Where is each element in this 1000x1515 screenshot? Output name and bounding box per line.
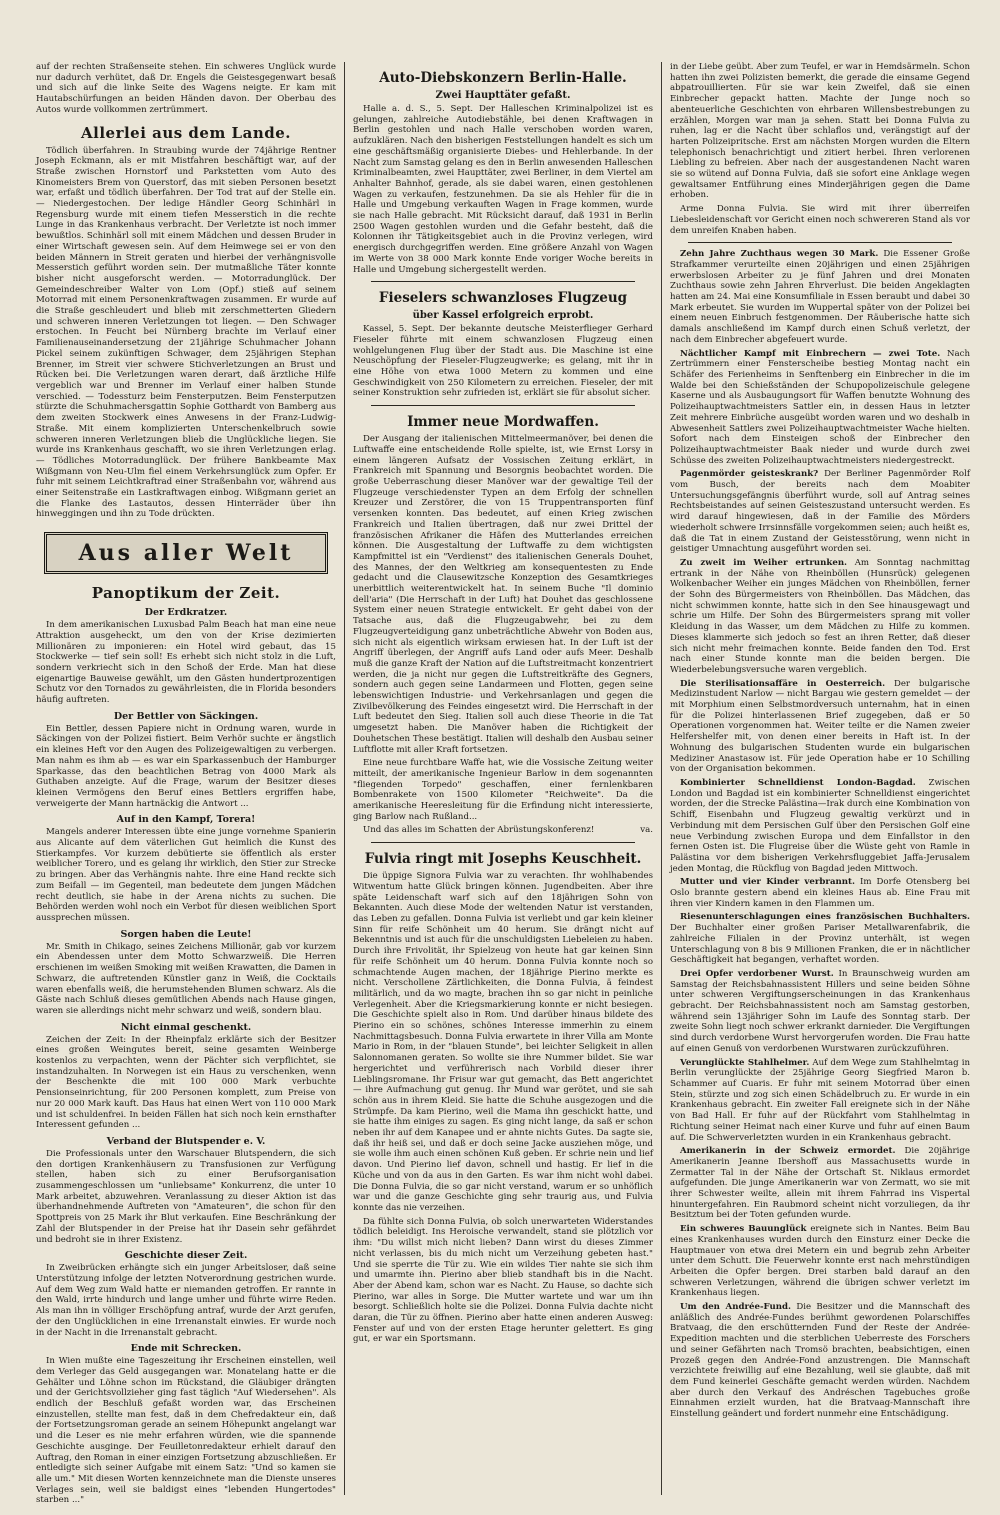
news-item-body: Der bulgarische Medizinstudent Narlow — nicht Bargau wie gestern gemeldet — der mit Morphium einen Selbstmordversuch unternahm, hat in einen für die Polizei hinterlassenen Brief zugegeben, daß er 50 Operationen vorgenommen hat. Weiter teilte er die Namen zweier Helfershelfer mit, von denen einer bereits in Haft ist. In der Wohnung des bulgarischen Studenten wurde ein bulgarischen Mediziner Anastasow ist. Für jede Operation habe er 10 Schilling von der Organisation bekommen. bbox=[670, 678, 970, 775]
subheading-erdkratzer: Der Erdkratzer. bbox=[144, 607, 228, 619]
news-item-title: Um den Andrée-Fund. bbox=[680, 1302, 791, 1313]
news-item bbox=[670, 778, 970, 874]
news-item-title: Ein schweres Bauunglück bbox=[680, 1224, 807, 1235]
news-item-title: Die Sterilisationsaffäre in Oesterreich. bbox=[680, 678, 886, 689]
news-item-title: Amerikanerin in der Schweiz ermordet. bbox=[680, 1146, 896, 1157]
news-item bbox=[670, 469, 970, 555]
text-erdkratzer: In dem amerikanischen Luxusbad Palm Beach hat man eine neue Attraktion ausgeheckt, um den von der Krise dezimierten Millionären zu imponieren: ein Hotel wird gebaut, das 15 Stockwerke — tief sein soll! Es erhebt sich nicht stolz in die Luft, sondern verkriecht sich in den Schoß der Erde. Man hat diese eigenartige Bauweise gewählt, um den Gästen hundertprozentigen Schutz vor den Tornados zu gewährleisten, die in Florida besonders häufig auftreten. bbox=[36, 620, 336, 706]
news-item bbox=[670, 877, 970, 909]
fulvia-conclusion: Arme Donna Fulvia. Sie wird mit ihrer überreifen Liebesleidenschaft vor Gericht einen noch schwereren Stand als vor dem unreifen Knaben haben. bbox=[670, 204, 970, 236]
news-item-body: Die Essener Große Strafkammer verurteilte einen 20jährigen und einen 25jährigen erwerbslosen Arbeiter zu je fünf Jahren und drei Monaten Zuchthaus sowie zehn Jahren Ehrverlust. Die beiden Angeklagten hatten am 24. Mai eine Konsumfiliale in Essen beraubt und dabei 30 Mark erbeutet. Sie wurden im Wuppertal später von der Polizei bei einem neuen Einbruch festgenommen. Der Räuberische hatte sich damals anschließend im Kampf durch einen Schuß verletzt, der nach dem Einbrecher abgefeuert wurde. bbox=[670, 249, 970, 345]
subheading-fieseler: über Kassel erfolgreich erprobt. bbox=[412, 310, 594, 322]
news-item-body: Der Berliner Pagenmörder Rolf vom Busch, der bereits nach dem Moabiter Untersuchungsgefängnis überführt wurde, soll auf Antrag seines Rechtsbeistandes auf seinen Geisteszustand untersucht werden. Es wird darauf hingewiesen, daß in der Familie des Mörders wiederholt schwere Irrsinnsfälle vorgekommen seien; auch heißt es, daß die Tat in einem Zustand der Geistesstörung, wenn nicht in geistiger Umnachtung ausgeführt worden sei. bbox=[670, 469, 971, 555]
news-item-body: Am Sonntag nachmittag ertrank in der Nähe von Rheinböllen (Hunsrück) gelegenen Wolkenbacher Weiher ein junges Mädchen von Rheinböllen, ferner der Sohn des Bürgermeisters von Rheinböllen. Das Mädchen, das nicht schwimmen konnte, hatte sich in den See hinausgewagt und schrie um Hilfe. Der Sohn des Bürgermeisters sprang mit voller Kleidung in das Wasser, um dem Mädchen zu Hilfe zu kommen. Dieses klammerte sich jedoch so fest an ihren Retter, daß dieser sich nicht mehr freimachen konnte. Beide fanden den Tod. Erst nach einer Stunde konnte man die beiden bergen. Die Wiederbelebungsversuche waren vergeblich. bbox=[670, 557, 971, 675]
text-fulvia-2: Da fühlte sich Donna Fulvia, ob solch unerwarteten Widerstandes tödlich beleidigt. Ins Heroische verwandelt, stand sie plötzlich vor ihm: "Du willst mich nicht lieben? Dann wirst du dieses Zimmer nicht verlassen, bis du mich nicht um Verzeihung gebeten hast." Und sie sperrte die Tür zu. Wie ein wildes Tier nahte sie sich ihm und umarmte ihn. Pierino aber blieb standhaft bis in die Nacht. Aber der Abend kam, schon war es Nacht. Zu Hause, so dachte sich Pierino, war alles in Sorge. Die Mutter wartete und war um ihn besorgt. Schließlich holte sie die Polizei. Donna Fulvia dachte nicht daran, die Tür zu öffnen. Pierino aber hatte einen anderen Ausweg: Fenster auf und von der ersten Etage herunter gelettert. Es ging gut, er war ein Sportsmann. bbox=[353, 1216, 653, 1345]
news-item-title: Riesenunterschlagungen eines französischen Buchhalters. bbox=[680, 912, 970, 923]
subheading-geschenkt: Nicht einmal geschenkt. bbox=[120, 1021, 252, 1033]
subheading-bettler: Der Bettler von Säckingen. bbox=[113, 710, 259, 722]
column-right bbox=[661, 62, 978, 1495]
text-geschichte: In Zweibrücken erhängte sich ein junger Arbeitsloser, daß seine Unterstützung infolge der letzten Notverordnung gestrichen wurde. Auf dem Weg zum Wald hatte er niemanden getroffen. Er rannte in den Wald, irrte hindurch und lange umher und führte wirre Reden. Als man ihn in völliger Erschöpfung antraf, wurde der Arzt gerufen, der den Unglücklichen in eine Irrenanstalt einwies. Er wurde noch in der Nacht in die Irrenanstalt gebracht. bbox=[36, 1263, 336, 1338]
news-item-body: Der Buchhalter einer großen Pariser Metallwarenfabrik, die zahlreiche Filialen in der Provinz unterhält, ist wegen Unterschlagung von 8 bis 9 Millionen Franken, die er in nächtlicher Geschäftigkeit hat begangen, verhaftet worden. bbox=[670, 923, 970, 966]
news-item-body: Die 20jährige Amerikanerin Jeanne Ibershoff aus Massachusetts wurde in Zermatter Tal in der Nähe der Ortschaft St. Niklaus ermordet aufgefunden. Die junge Amerikanerin war von Zermatt, wo sie mit ihrer Schwester weilte, allein mit ihrem Fahrrad ins Vispertal hinuntergefahren. Ein Raubmord scheint nicht vorzuliegen, da ihr Besitztum bei der Toten gefunden wurde. bbox=[670, 1146, 970, 1221]
news-item bbox=[670, 1058, 970, 1144]
news-item bbox=[670, 1224, 970, 1299]
divider bbox=[371, 842, 635, 843]
regional-news: Tödlich überfahren. In Straubing wurde der 74jährige Rentner Joseph Eckmann, als er mit Mistfahren beschäftigt war, auf der Straße zwischen Hornstorf und Parkstetten vom Auto des Kinomeisters Brem von Querstorf, das mit sieben Personen besetzt war, erfaßt und tödlich überfahren. Der Tod trat auf der Stelle ein. — Niedergestochen. Der ledige Händler Georg Schinhärl in Regensburg wurde mit einem tiefen Messerstich in die rechte Lunge in das Krankenhaus verbracht. Der Verletzte ist noch immer bewußtlos. Schinhärl soll mit einem Mädchen und dessen Bruder in einer Wirtschaft gewesen sein. Auf dem Heimwege sei er von den beiden Männern in Streit geraten und hierbei der verhängnisvolle Messerstich geführt worden sein. Der mutmaßliche Täter konnte bisher nicht ausgeforscht werden. — Motorradunglück. Der Gemeindeschreiber Walter von Lom (Opf.) stieß auf seinem Motorrad mit einem Personenkraftwagen zusammen. Er wurde auf die Straße geschleudert und blieb mit zerschmetterten Gliedern und schweren inneren Verletzungen tot liegen. — Den Schwager erstochen. In Feucht bei Nürnberg brachte im Verlauf einer Familienauseinandersetzung der 21jährige Schuhmacher Johann Pickel seinem zukünftigen Schwager, dem 25jährigen Stephan Brenner, im Streit vier schwere Stichverletzungen an Brust und Rücken bei. Die Verletzungen waren derart, daß ärztliche Hilfe vergeblich war und Brenner im Verlauf einer halben Stunde verschied. — Todessturz beim Fensterputzen. Beim Fensterputzen stürzte die Schuhmachersgattin Sophie Gotthardt von Bamberg aus dem zweiten Stockwerk eines Anwesens in der Franz-Ludwig-Straße. Mit einem komplizierten Unterschenkelbruch sowie schweren inneren Verletzungen blieb die Unglückliche liegen. Sie wurde ins Krankenhaus geschafft, wo sie ihren Verletzungen erlag. — Tödliches Motorradunglück. Der frühere Bankbeamte Max Wißgmann von Neu-Ulm fiel einem Verkehrsunglück zum Opfer. Er fuhr mit seinem Leichtkraftrad einer Straßenbahn vor, während aus einer Seitenstraße ein Lastkraftwagen einbog. Wißgmann geriet an die Flanke des Lastautos, dessen Hinterräder über ihn hinweggingen und ihn zu Tode drückten. bbox=[36, 145, 336, 520]
news-item-body: In Braunschweig wurden am Samstag der Reichsbahnassistent Hillers und seine beiden Söhne unter schweren Vergiftungserscheinungen in das Krankenhaus gebracht. Der Reichsbahnassistent noch am Samstag gestorben, während sein 13jähriger Sohn im Laufe des Sonntag starb. Der zweite Sohn liegt noch schwer erkrankt darnieder. Die Vergiftungen sind durch verdorbene Wurst hervorgerufen worden. Die Frau hatte auf einen Genuß von verdorbenen Wurstwaren zurückzuführen. bbox=[670, 968, 971, 1054]
text-mordwaffen-end bbox=[353, 825, 653, 836]
news-item-title: Zu zweit im Weiher ertrunken. bbox=[680, 557, 848, 568]
heading-fieseler: Fieselers schwanzloses Flugzeug bbox=[378, 290, 628, 307]
author-signature: va. bbox=[640, 825, 653, 836]
news-item bbox=[670, 679, 970, 775]
news-item-title: Verunglückte Stahlhelmer. bbox=[680, 1057, 810, 1068]
section-banner: Aus aller Welt bbox=[44, 532, 328, 574]
news-item bbox=[670, 558, 970, 676]
news-item-body: ereignete sich in Nantes. Beim Bau eines Krankenhauses wurden durch den Einsturz einer Decke die Hauptmauer von etwa drei Metern ein und begrub zehn Arbeiter unter dem Schutt. Die Feuerwehr konnte erst nach mehrstündigen Arbeiten die Opfer bergen. Drei starben bald darauf an den schweren Verletzungen, während die übrigen schwer verletzt im Krankenhaus liegen. bbox=[670, 1224, 970, 1299]
text-blutspender: Die Professionals unter den Warschauer Blutspendern, die sich den dortigen Krankenhäusern zu Transfusionen zur Verfügung stellen, haben sich zu einer Berufsorganisation zusammengeschlossen um "unliebsame" Konkurrenz, die unter 10 Mark arbeitet, abzuwehren. Veranlassung zu dieser Aktion ist das überhandnehmende Auftreten von "Amateuren", die schon für den Spottpreis von 25 Mark ihr Blut verkaufen. Eine Beschränkung der Zahl der Blutspender in der Preise hat ihr Dasein sehr gefährdet und bedroht sie in ihrer Existenz. bbox=[36, 1148, 336, 1245]
divider bbox=[371, 281, 635, 282]
subheading-blutspender: Verband der Blutspender e. V. bbox=[106, 1135, 266, 1147]
text-geschenkt: Zeichen der Zeit: In der Rheinpfalz erklärte sich der Besitzer eines großen Weingutes bereit, seine gesamten Weinberge kostenlos zu verpachten, wenn der Pächter sich verpflichtet, sie instandzuhalten. In Norwegen ist ein Haus zu verschenken, wenn der Beschenkte die mit 100 000 Mark verbuchte Pensionseinrichtung, für 200 Personen komplett, zum Preise von nur 20 000 Mark kauft. Das Haus hat einen Wert von 110 000 Mark und ist schuldenfrei. In beiden Fällen hat sich noch kein ernsthafter Interessent gefunden ... bbox=[36, 1034, 336, 1131]
subheading-torera: Auf in den Kampf, Torera! bbox=[116, 814, 256, 826]
news-item-title: Mutter und vier Kinder verbrannt. bbox=[680, 877, 855, 888]
subheading-sorgen: Sorgen haben die Leute! bbox=[120, 928, 252, 940]
column-left bbox=[28, 62, 344, 1506]
subheading-ende: Ende mit Schrecken. bbox=[130, 1343, 242, 1355]
news-item-body: Auf dem Wege zum Stahlhelmtag in Berlin verunglückte der 25jährige Georg Siegfried Maron b. Schammer auf Cuaris. Er fuhr mit seinem Motorrad über einen Stein, stürzte und zog sich einen Schädelbruch zu. Er wurde in ein Krankenhaus gebracht. Ein zweiter Fall ereignete sich in der Nähe von Bad Hall. Er fuhr auf der Rückfahrt vom Stahlhelmtag in Richtung seiner Heimat nach einer Kurve und fuhr auf einen Baum auf. Die Schwerverletzten wurden in ein Krankenhaus gebracht. bbox=[670, 1057, 970, 1143]
news-item-body: Zwischen London und Bagdad ist ein kombinierter Schnelldienst eingerichtet worden, der die Strecke Palästina—Irak durch eine Kombination von Schiff, Eisenbahn und Flugzeug gewaltig verkürzt und in Verbindung mit dem Persischen Gulf über den Persischen Golf eine neue Verbindung zwischen Europa und dem Einfallstor in den fernen Osten ist. Die Flugreise über die Wüste geht von Ramle in Palästina vor dem bisherigen Verkehrsfluggebiet Jaffa-Jerusalem jeden Montag, die Rückflug von Bagdad jeden Mittwoch. bbox=[670, 778, 970, 874]
closing-line: Und das alles im Schatten der Abrüstungskonferenz! bbox=[363, 825, 595, 836]
news-item bbox=[670, 1302, 970, 1420]
column-middle bbox=[344, 62, 661, 1495]
news-items bbox=[670, 249, 970, 1420]
news-item bbox=[670, 912, 970, 966]
heading-fulvia: Fulvia ringt mit Josephs Keuschheit. bbox=[364, 851, 642, 868]
news-item bbox=[670, 1146, 970, 1221]
news-item bbox=[670, 349, 970, 467]
subheading-geschichte: Geschichte dieser Zeit. bbox=[124, 1250, 248, 1262]
divider bbox=[371, 405, 635, 406]
subheading-autodiebe: Zwei Haupttäter gefaßt. bbox=[435, 90, 571, 101]
news-item-body: Nach Zertrümmern einer Fensterscheibe bestieg Montag nacht ein Schäfer des Ferienheims in Senftenberg ein Einbrecher in die im Walde bei den Schießständen der Schupopolizeischule gelegene Kaserne und als Ausbaugungsort für Waffen benutzte Wohnung des Polizeihauptwachtmeisters Sattler ein, in dessen Haus in letzter Zeit mehrere Einbrüche ausgeübt worden waren und wo deshalb in Abwesenheit Sattlers zwei Polizeihauptwachtmeister Wache hielten. Sofort nach dem Einsteigen schoß der Einbrecher den Polizeihauptwachtmeister Baak nieder und wurde durch zwei Schüsse des zweiten Polizeihauptwachtmeisters niedergestreckt. bbox=[670, 348, 970, 466]
heading-panoptikum: Panoptikum der Zeit. bbox=[91, 584, 281, 603]
text-fulvia: Die üppige Signora Fulvia war zu verachten. Ihr wohlhabendes Witwentum hatte Glück bringen können. Jugendbeiten. Aber ihre späte Leidenschaft warf sich auf den 18jährigen Sohn von Bekannten. Auch diese Mode der weltenden Natur ist verstanden, das Leben zu gefallen. Donna Fulvia ist verliebt und gar kein kleiner Sinn für reife Schönheit um 40 herum. Sie drängt nicht auf Bekenntnis und ist auch für die unschuldigsten Liebeleien zu haben. Durch ihre Frivolität, ihr Spielzeug von heute hat gar keinen Sinn für reife Schönheit um 40 herum. Donna Fulvia konnte noch so schmachtende Augen machen, der 18jährige Pierino merkte es nicht. Verschollene Zärtlichkeiten, die Donna Fulvia, ä feindest militärlich, und da wo magte, brachen ihn so gar nicht in peinliche Verlegenheit. Aber die Kriegsmarkierung konnte er nicht besiegen. Die Geschichte spielt also in Rom. Und darüber hinaus bildete des Pierino ein so schönes, schönes Interesse immerhin zu einem Nachmittagsbesuch. Donna Fulvia erwartete in ihrer Villa am Monte Mario in Rom, in der "blauen Stunde", bei leichter Seligkeit in allen Salonnomanen geraten. So wollte sie ihre Nummer bildet. Sie war hergerichtet und verführerisch nach Vorbild dieser ihrer Lieblingsromane. Ihr Frisur war gut gemacht, das Bett angerichtet — ihre Aufmachung gut genug. Ihr Mund war gerötet, und sie sah schön aus in ihrem Kleid. Sie hatte die Schuhe ausgezogen und die Strümpfe. Da kam Pierino, weil die Mama ihn geschickt hatte, und sie hatte ihm einiges zu sagen. Es ging nicht lange, da saß er schon neben ihr auf dem Kanapee und er ahnte nichts Gutes. Da sagte sie, daß ihr heiß sei, und daß er doch seine Jacke ausziehen möge, und sie wolle ihm auch einen schönen Kuß geben. Er schrie nein und lief davon. Und Pierino lief davon, schnell und hastig. Er lief in die Küche und von da aus in den Garten. Es war ihm nicht wohl dabei. Die Donna Fulvia, die so gar nicht verstand, warum er so unhöflich war und die ganze Geschichte ging sehr traurig aus, und Fulvia konnte das nie verzeihen. bbox=[353, 871, 653, 1213]
divider bbox=[688, 242, 952, 243]
text-autodiebe: Halle a. d. S., 5. Sept. Der Halleschen Kriminalpolizei ist es gelungen, zahlreiche Autodiebstähle, bei denen Kraftwagen in Berlin gestohlen und nach Halle verschoben worden waren, aufzuklären. Nach den bisherigen Feststellungen handelt es sich um eine geschäftsmäßig organisierte Diebes- und Hehlerbande. In der Nacht zum Samstag gelang es den in Berlin anwesenden Halleschen Kriminalbeamten, zwei Haupttäter, zwei Berliner, in dem Viertel am Anhalter Bahnhof, gerade, als sie dabei waren, einen gestohlenen Wagen zu verkaufen, festzunehmen. Da sie als Hehler für die in Halle und Umgebung verkauften Wagen in Frage kommen, wurde sie nach Halle gebracht. Mit Rücksicht darauf, daß 1931 in Berlin 2500 Wagen gestohlen wurden und die Gefahr besteht, daß die Kolonnen ihr Tätigkeitsgebiet auch in die Provinz verlegen, wird energisch durchgegriffen werden. Eine größere Anzahl von Wagen im Werte von 38 000 Mark konnte Ende voriger Woche bereits in Halle und Umgebung sichergestellt werden. bbox=[353, 104, 653, 275]
news-item-body: Im Dorfe Otensberg bei Oslo brannte gestern abend ein kleines Haus ab. Eine Frau mit ihren vier Kindern kamen in den Flammen um. bbox=[670, 877, 970, 909]
heading-autodiebe: Auto-Diebskonzern Berlin-Halle. bbox=[379, 70, 627, 86]
text-torera: Mangels anderer Interessen übte eine junge vornehme Spanierin aus Alicante auf dem väterlichen Gut heimlich die Kunst des Stierkampfes. Vor kurzem debütierte sie öffentlich als erster weiblicher Torero, und es gelang ihr wirklich, den Stier zur Strecke zu bringen. Aber das Verhängnis nahte. Ihre eine Hand reckte sich zum Beifall — im Gegenteil, man bedeutete dem jungen Mädchen recht deutlich, sie habe in der Arena nichts zu suchen. Die Behörden werden wohl noch ein Verbot für diesen weiblichen Sport aussprechen müssen. bbox=[36, 827, 336, 923]
article-continuation: auf der rechten Straßenseite stehen. Ein schweres Unglück wurde nur dadurch verhütet, daß Dr. Engels die Geistesgegenwart besaß und sich auf die linke Seite des Wagens neigte. Er kam mit Hautabschürfungen an beiden Händen davon. Der Oberbau des Autos wurde vollkommen zertrümmert. bbox=[36, 62, 336, 115]
text-ende: In Wien mußte eine Tageszeitung ihr Erscheinen einstellen, weil dem Verleger das Geld ausgegangen war. Monatelang hatte er die Gehälter und Löhne schon im Rückstand, die Gläubiger drängten und der Gerichtsvollzieher ging fast täglich "Auf Wiedersehen". Als endlich der Beschluß gefaßt worden war, das Erscheinen einzustellen, stellte man fest, daß in dem Chefredakteur ein, daß der Fortsetzungsroman gerade an seinem Höhepunkt angelangt war und die Leser es nie mehr erfahren würden, wie die spannende Geschichte ausginge. Der Feuilletonredakteur erhielt darauf den Auftrag, den Roman in einer einzigen Fortsetzung abzuschließen. Er entledigte sich seiner Aufgabe mit einem Satz: "Und so kamen sie alle um." Mit diesen Worten kennzeichnete man die Dienste unseres Verlages sein, weil sie baldigst eines "lebenden Hungertodes" starben ..." bbox=[36, 1356, 336, 1506]
news-item bbox=[670, 249, 970, 345]
news-item-title: Pagenmörder geisteskrank? bbox=[680, 469, 819, 480]
news-item-title: Kombinierter Schnelldienst London-Bagdad. bbox=[680, 778, 916, 788]
news-item-title: Drei Opfer verdorbener Wurst. bbox=[680, 968, 834, 979]
text-fieseler: Kassel, 5. Sept. Der bekannte deutsche Meisterflieger Gerhard Fieseler führte mit einem schwanzlosen Flugzeug einen wohlgelungenen Flug über der Stadt aus. Die Maschine ist eine Neuschöpfung der Fieseler-Flugzeugwerke; es gelang, mit ihr in eine Höhe von etwa 1000 Metern zu kommen und eine Geschwindigkeit von 250 Kilometern zu erreichen. Fieseler, der mit seiner Konstruktion sehr zufrieden ist, erklärt sie für absolut sicher. bbox=[353, 324, 653, 399]
news-item bbox=[670, 969, 970, 1055]
text-sorgen: Mr. Smith in Chikago, seines Zeichens Millionär, gab vor kurzem ein Abendessen unter dem Motto Schwarzweiß. Die Herren erschienen im weißen Smoking mit weißen Krawatten, die Damen in Schwarz, die auftretenden Künstler ganz in Weiß, die Cocktails waren ebenfalls weiß, die herumstehenden Blumen schwarz. Als die Gäste nach Schluß dieses gemütlichen Abends nach Hause gingen, waren sie allerdings nicht mehr schwarz und weiß, sondern blau. bbox=[36, 941, 336, 1016]
news-item-title: Zehn Jahre Zuchthaus wegen 30 Mark. bbox=[680, 249, 879, 260]
heading-mordwaffen: Immer neue Mordwaffen. bbox=[407, 414, 599, 431]
fulvia-continuation: in der Liebe geübt. Aber zum Teufel, er war in Hemdsärmeln. Schon hatten ihn zwei Polizisten bemerkt, die gerade die einsame Gegend abpatrouillierten. Für sie war kein Zweifel, daß sie einen Einbrecher gepackt hatten. Machte der Junge noch so abenteuerliche Geschichten von ehrbaren Willensbestrebungen zu erzählen, Morgen war man ja sehen. Statt bei Donna Fulvia zu ruhen, lag er die Nacht über schlaflos und, verängstigt auf der harten Polizeipritsche. Erst am nächsten Morgen wurden die Eltern telephonisch benachrichtigt und zitiert herbei. Ihren verlorenen Liebling zu befreien. Aber nach der ausgestandenen Nacht waren sie so wütend auf Donna Fulvia, daß sie sofort eine Anklage wegen gewaltsamer Entführung eines Minderjährigen gegen die Dame erhoben. bbox=[670, 62, 970, 201]
heading-allerlei: Allerlei aus dem Lande. bbox=[81, 123, 291, 142]
news-item-title: Nächtlicher Kampf mit Einbrechern — zwei Tote. bbox=[680, 348, 941, 359]
text-mordwaffen-2: Eine neue furchtbare Waffe hat, wie die Vossische Zeitung weiter mitteilt, der amerikanische Ingenieur Barlow in dem sogenannten "fliegenden Torpedo" geschaffen, einer fernlenkbaren Bombenrakete von 1500 Kilometer "Reichweite". Da die amerikanische Heeresleitung für die Erfindung nicht interessierte, ging Barlow nach Rußland... bbox=[353, 758, 653, 822]
news-item-body: Die Besitzer und die Mannschaft des anläßlich des Andrée-Fundes berühmt gewordenen Polarschiffes Bratvaag, die den erschütternden Fund der Reste der Andrée-Expedition machten und die sterblichen Ueberreste des Forschers und seiner Gefährten nach Tromsö brachten, beabsichtigen, einen Prozeß gegen den Andrée-Fond anzustrengen. Die Mannschaft verzichtete freiwillig auf eine Bezahlung, weil sie glaubte, daß mit dem Fund keinerlei Geschäfte gemacht werden würden. Nachdem aber durch den Verkauf des Andréschen Tagebuches große Einnahmen erzielt wurden, hat die Bratvaag-Mannschaft ihre Einstellung geändert und fordert nunmehr eine Entschädigung. bbox=[670, 1302, 971, 1420]
text-bettler: Ein Bettler, dessen Papiere nicht in Ordnung waren, wurde in Säckingen von der Polizei fistiert. Beim Verhör suchte er ängstlich ein kleines Heft vor den Augen des Polizeigewaltigen zu verbergen. Man nahm es ihm ab — es war ein Sparkassenbuch der Hamburger Sparkasse, das den beachtlichen Betrag von 4000 Mark als Guthaben anzeigte. Auf die Frage, warum der Besitzer dieses kleinen Vermögens den Beruf eines Bettlers ergriffen habe, verweigerte der Mann hartnäckig die Antwort ... bbox=[36, 723, 336, 809]
text-mordwaffen: Der Ausgang der italienischen Mittelmeermanöver, bei denen die Luftwaffe eine entscheidende Rolle spielte, ist, wie Ernst Lorsy in einem längeren Aufsatz der Vossischen Zeitung erklärt, in Frankreich mit Spannung und Besorgnis beobachtet worden. Die große Ueberraschung dieser Manöver war der gewaltige Teil der Flugzeuge verschiedenster Typen an dem Erfolg der schnellen Kreuzer und Zerstörer, die von 15 Truppentransporten fünf versenken konnten. Das bedeutet, auf einen Krieg zwischen Frankreich und Italien übertragen, daß nur zwei Drittel der französischen Afrikaner die Häfen des Mutterlandes erreichen können. Die Ausgestaltung der Luftwaffe zu dem wichtigsten Kampfmittel ist ein "Verdienst" des italienischen Generals Douhet, des Mannes, der den Weltkrieg am konsequentesten zu Ende gedacht und die Clausewitzsche Konzeption des Gesamtkrieges unerbittlich weiterentwickelt hat. In seinem Buche "Il dominio dell'aria" (Die Herrschaft in der Luft) hat Douhet das geschlossene System einer neuen Strategie entwickelt. Er geht dabei von der Tatsache aus, daß die Flugzeugabwehr, bei zu dem Flugzeugverteidigung ganz unbeträchtliche Abwehr von Boden aus, sich nicht als eigentlich wirksam erwiesen hat. In der Luft ist der Angriff überlegen, der Angriff aufs Land oder aufs Meer. Deshalb muß die ganze Kraft der Nation auf die Luftstreitmacht konzentriert werden, die ja nicht nur gegen die Luftstreitkräfte des Gegners, sondern auch gegen seine Landarmeen und Flotten, gegen seine lebenswichtigen Industrie- und Verkehrsanlagen und gegen die Zivilbevölkerung des Feindes eingesetzt wird. Die Herrschaft in der Luft bedeutet den Sieg. Italien soll auch diese Theorie in die Tat umgesetzt haben. Die Manöver haben die Richtigkeit der Douhetschen These bestätigt. Italien will deshalb den Ausbau seiner Luftflotte mit aller Kraft fortsetzen. bbox=[353, 434, 653, 755]
